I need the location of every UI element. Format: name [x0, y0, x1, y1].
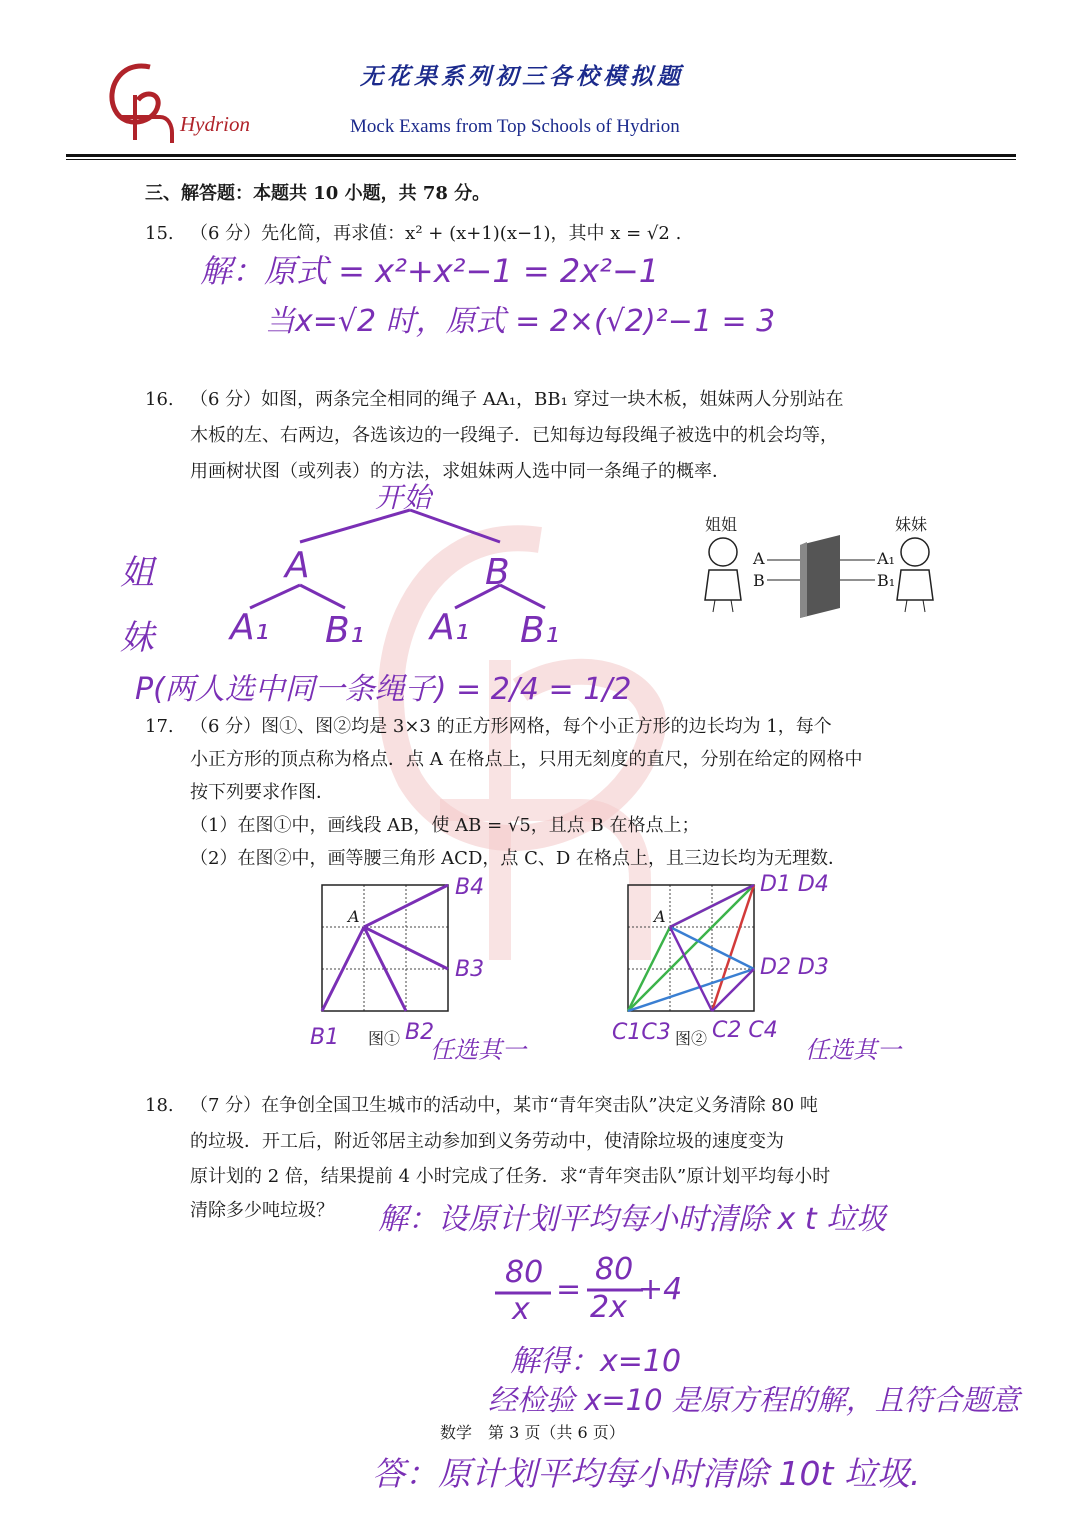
fig-label-B: B — [753, 571, 765, 590]
tree-level1-node: B — [485, 552, 510, 593]
q16-answer: P(两人选中同一条绳子) = 2/4 = 1/2 — [135, 672, 632, 707]
fig-label-A1: A₁ — [877, 549, 895, 568]
q16-line3: 用画树状图（或列表）的方法，求姐妹两人选中同一条绳子的概率． — [190, 461, 730, 482]
logo-icon — [100, 55, 180, 145]
q18-line1: （7 分）在争创全国卫生城市的活动中，某市“青年突击队”决定义务清除 80 吨 — [190, 1095, 818, 1116]
fig-label-younger-sister: 妹妹 — [895, 515, 928, 534]
grid1-note: 任选其一 — [430, 1036, 526, 1064]
q17-line4: （1）在图①中，画线段 AB，使 AB = √5，且点 B 在格点上； — [190, 815, 700, 836]
q18-solve: 解得：x=10 — [510, 1344, 682, 1379]
q18-line4: 清除多少吨垃圾？ — [190, 1200, 334, 1221]
tree-row-label-1: 姐 — [120, 553, 154, 593]
grid1-label-b3: B3 — [455, 957, 485, 982]
q18-check: 经检验 x=10 是原方程的解，且符合题意 — [488, 1383, 1020, 1417]
grid2-label-d2d3: D2 D3 — [760, 955, 829, 980]
grid1-label-b1: B1 — [310, 1025, 340, 1050]
q15-number: 15. — [145, 223, 174, 244]
eq-left-numerator: 80 — [505, 1255, 544, 1290]
eq-left-denominator: x — [512, 1292, 530, 1327]
eq-right-numerator: 80 — [595, 1252, 634, 1287]
q15-answer-line1: 解：原式 = x²+x²−1 = 2x²−1 — [200, 252, 660, 290]
q15-text: （6 分）先化简，再求值：x² + (x+1)(x−1)，其中 x = √2 . — [190, 223, 682, 244]
fig-label-B1: B₁ — [877, 571, 896, 590]
fig-label-older-sister: 姐姐 — [705, 515, 738, 534]
q17-line5: （2）在图②中，画等腰三角形 ACD，点 C、D 在格点上，且三边长均为无理数． — [190, 848, 847, 869]
header-title-cn: 无花果系列初三各校模拟题 — [360, 63, 684, 90]
grid2-label-c2c4: C2 C4 — [712, 1018, 778, 1043]
eq-plus-four: +4 — [638, 1272, 683, 1307]
tree-level1-node: A — [285, 545, 310, 586]
tree-root: 开始 — [375, 481, 432, 514]
tree-level2-node: A₁ — [230, 607, 270, 648]
grid2-caption: 图② — [675, 1029, 708, 1048]
q16-rope-figure — [695, 530, 955, 620]
fig-label-A: A — [753, 549, 765, 568]
q17-line3: 按下列要求作图． — [190, 782, 334, 803]
logo-text: Hydrion — [180, 112, 250, 136]
q15-answer-line2: 当x=√2 时，原式 = 2×(√2)²−1 = 3 — [265, 304, 776, 339]
q17-line1: （6 分）图①、图②均是 3×3 的正方形网格，每个小正方形的边长均为 1，每个 — [190, 716, 832, 737]
page-footer: 数学 第 3 页（共 6 页） — [440, 1423, 625, 1442]
tree-level2-node: A₁ — [430, 607, 470, 648]
q16-line2: 木板的左、右两边，各选该边的一段绳子．已知每边每段绳子被选中的机会均等， — [190, 425, 838, 446]
grid2-note: 任选其一 — [805, 1036, 901, 1064]
q18-line3: 原计划的 2 倍，结果提前 4 小时完成了任务．求“青年突击队”原计划平均每小时 — [190, 1166, 831, 1187]
grid1-caption: 图① — [368, 1029, 401, 1048]
q18-number: 18. — [145, 1095, 174, 1116]
eq-right-denominator: 2x — [590, 1290, 627, 1325]
grid1-label-b2: B2 — [405, 1020, 435, 1045]
q17-line2: 小正方形的顶点称为格点．点 A 在格点上，只用无刻度的直尺，分别在给定的网格中 — [190, 749, 863, 770]
tree-level2-node: B₁ — [325, 610, 365, 651]
grid1-point-A: A — [348, 907, 360, 926]
grid1-label-b4: B4 — [455, 875, 485, 900]
grid2-label-d1d4: D1 D4 — [760, 872, 829, 897]
tree-row-label-2: 妹 — [120, 618, 154, 658]
q17-number: 17. — [145, 716, 174, 737]
q18-answer-intro: 解：设原计划平均每小时清除 x t 垃圾 — [378, 1202, 887, 1237]
section-heading: 三、解答题：本题共 10 小题，共 78 分。 — [145, 183, 491, 204]
grid2-label-c1c3: C1C3 — [612, 1020, 671, 1045]
grid2-point-A: A — [654, 907, 666, 926]
q18-line2: 的垃圾．开工后，附近邻居主动参加到义务劳动中，使清除垃圾的速度变为 — [190, 1131, 784, 1152]
tree-level2-node: B₁ — [520, 610, 560, 651]
header-title-en: Mock Exams from Top Schools of Hydrion — [350, 116, 680, 137]
q16-number: 16. — [145, 389, 174, 410]
header-rule — [66, 154, 1016, 157]
q18-final-answer: 答：原计划平均每小时清除 10t 垃圾. — [372, 1454, 921, 1493]
header-rule-thin — [66, 159, 1016, 160]
q17-grid-2 — [624, 884, 764, 1020]
q17-grid-1 — [318, 884, 458, 1020]
eq-equals: = — [556, 1272, 582, 1307]
q16-line1: （6 分）如图，两条完全相同的绳子 AA₁，BB₁ 穿过一块木板，姐妹两人分别站在 — [190, 389, 844, 410]
